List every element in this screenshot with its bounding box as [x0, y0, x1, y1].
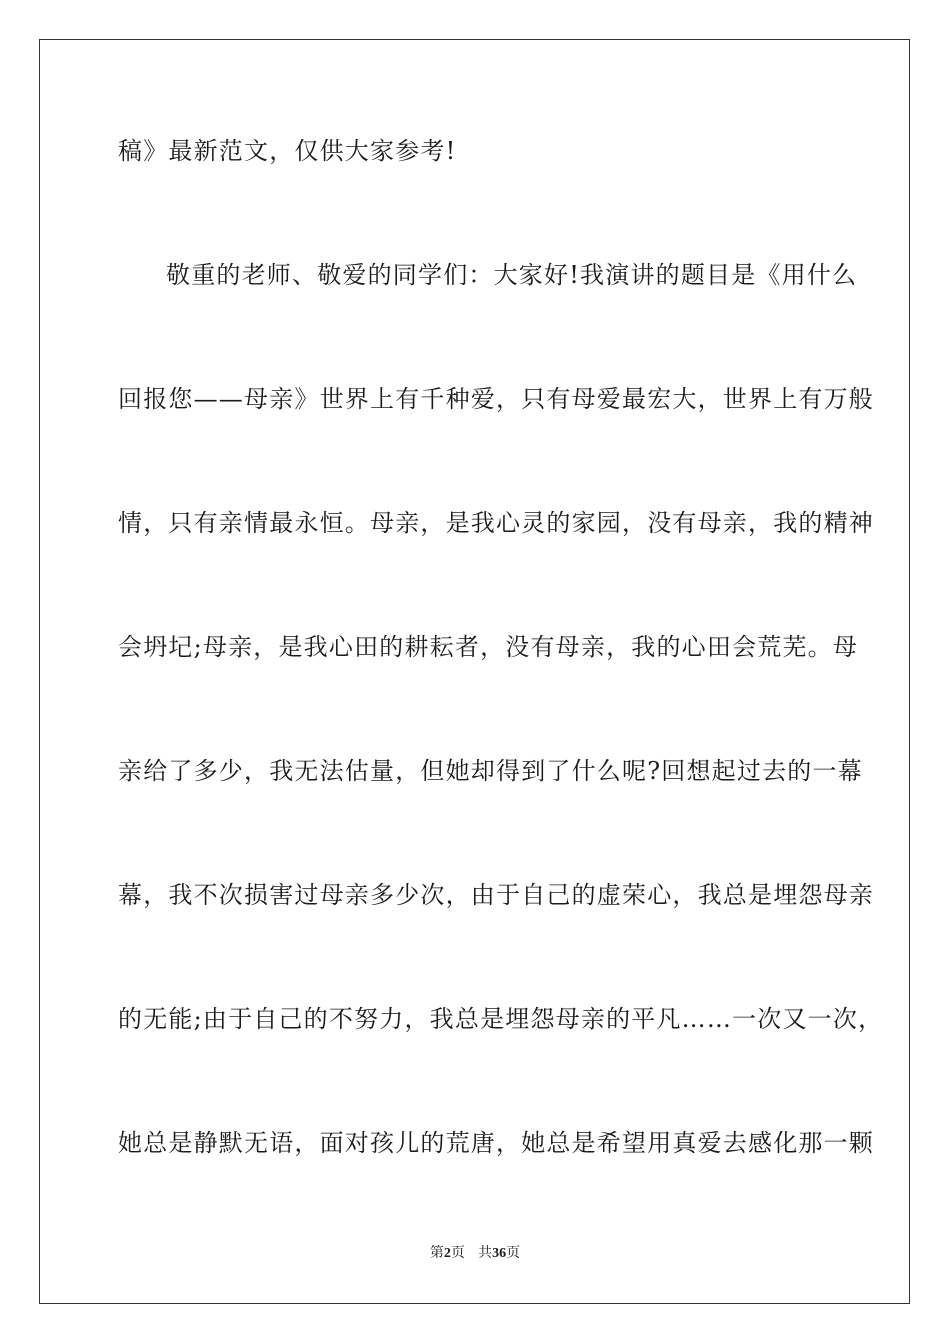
page-border [39, 39, 910, 1304]
body-line-1: 稿》最新范文，仅供大家参考! [118, 137, 457, 165]
footer-total-prefix: 共 [478, 1245, 493, 1261]
body-line-7: 幕，我不次损害过母亲多少次，由于自己的虚荣心，我总是埋怨母亲 [118, 881, 874, 909]
body-line-8: 的无能;由于自己的不努力，我总是埋怨母亲的平凡……一次又一次， [118, 1005, 884, 1033]
footer-total-pages: 36 [492, 1246, 507, 1261]
page-footer [0, 1243, 950, 1264]
footer-page-number: 2 [443, 1246, 451, 1261]
footer-page-suffix: 页 [450, 1245, 465, 1261]
body-line-2: 敬重的老师、敬爱的同学们：大家好!我演讲的题目是《用什么 [166, 261, 858, 289]
body-line-3: 回报您——母亲》世界上有千种爱，只有母爱最宏大，世界上有万般 [118, 385, 874, 413]
footer-page-prefix: 第 [429, 1245, 444, 1261]
footer-total-suffix: 页 [506, 1245, 521, 1261]
body-line-9: 她总是静默无语，面对孩儿的荒唐，她总是希望用真爱去感化那一颗 [118, 1129, 874, 1157]
body-line-5: 会坍圮;母亲，是我心田的耕耘者，没有母亲，我的心田会荒芜。母 [118, 633, 859, 661]
body-line-6: 亲给了多少，我无法估量，但她却得到了什么呢?回想起过去的一幕 [118, 757, 863, 785]
body-line-4: 情，只有亲情最永恒。母亲，是我心灵的家园，没有母亲，我的精神 [118, 509, 874, 537]
